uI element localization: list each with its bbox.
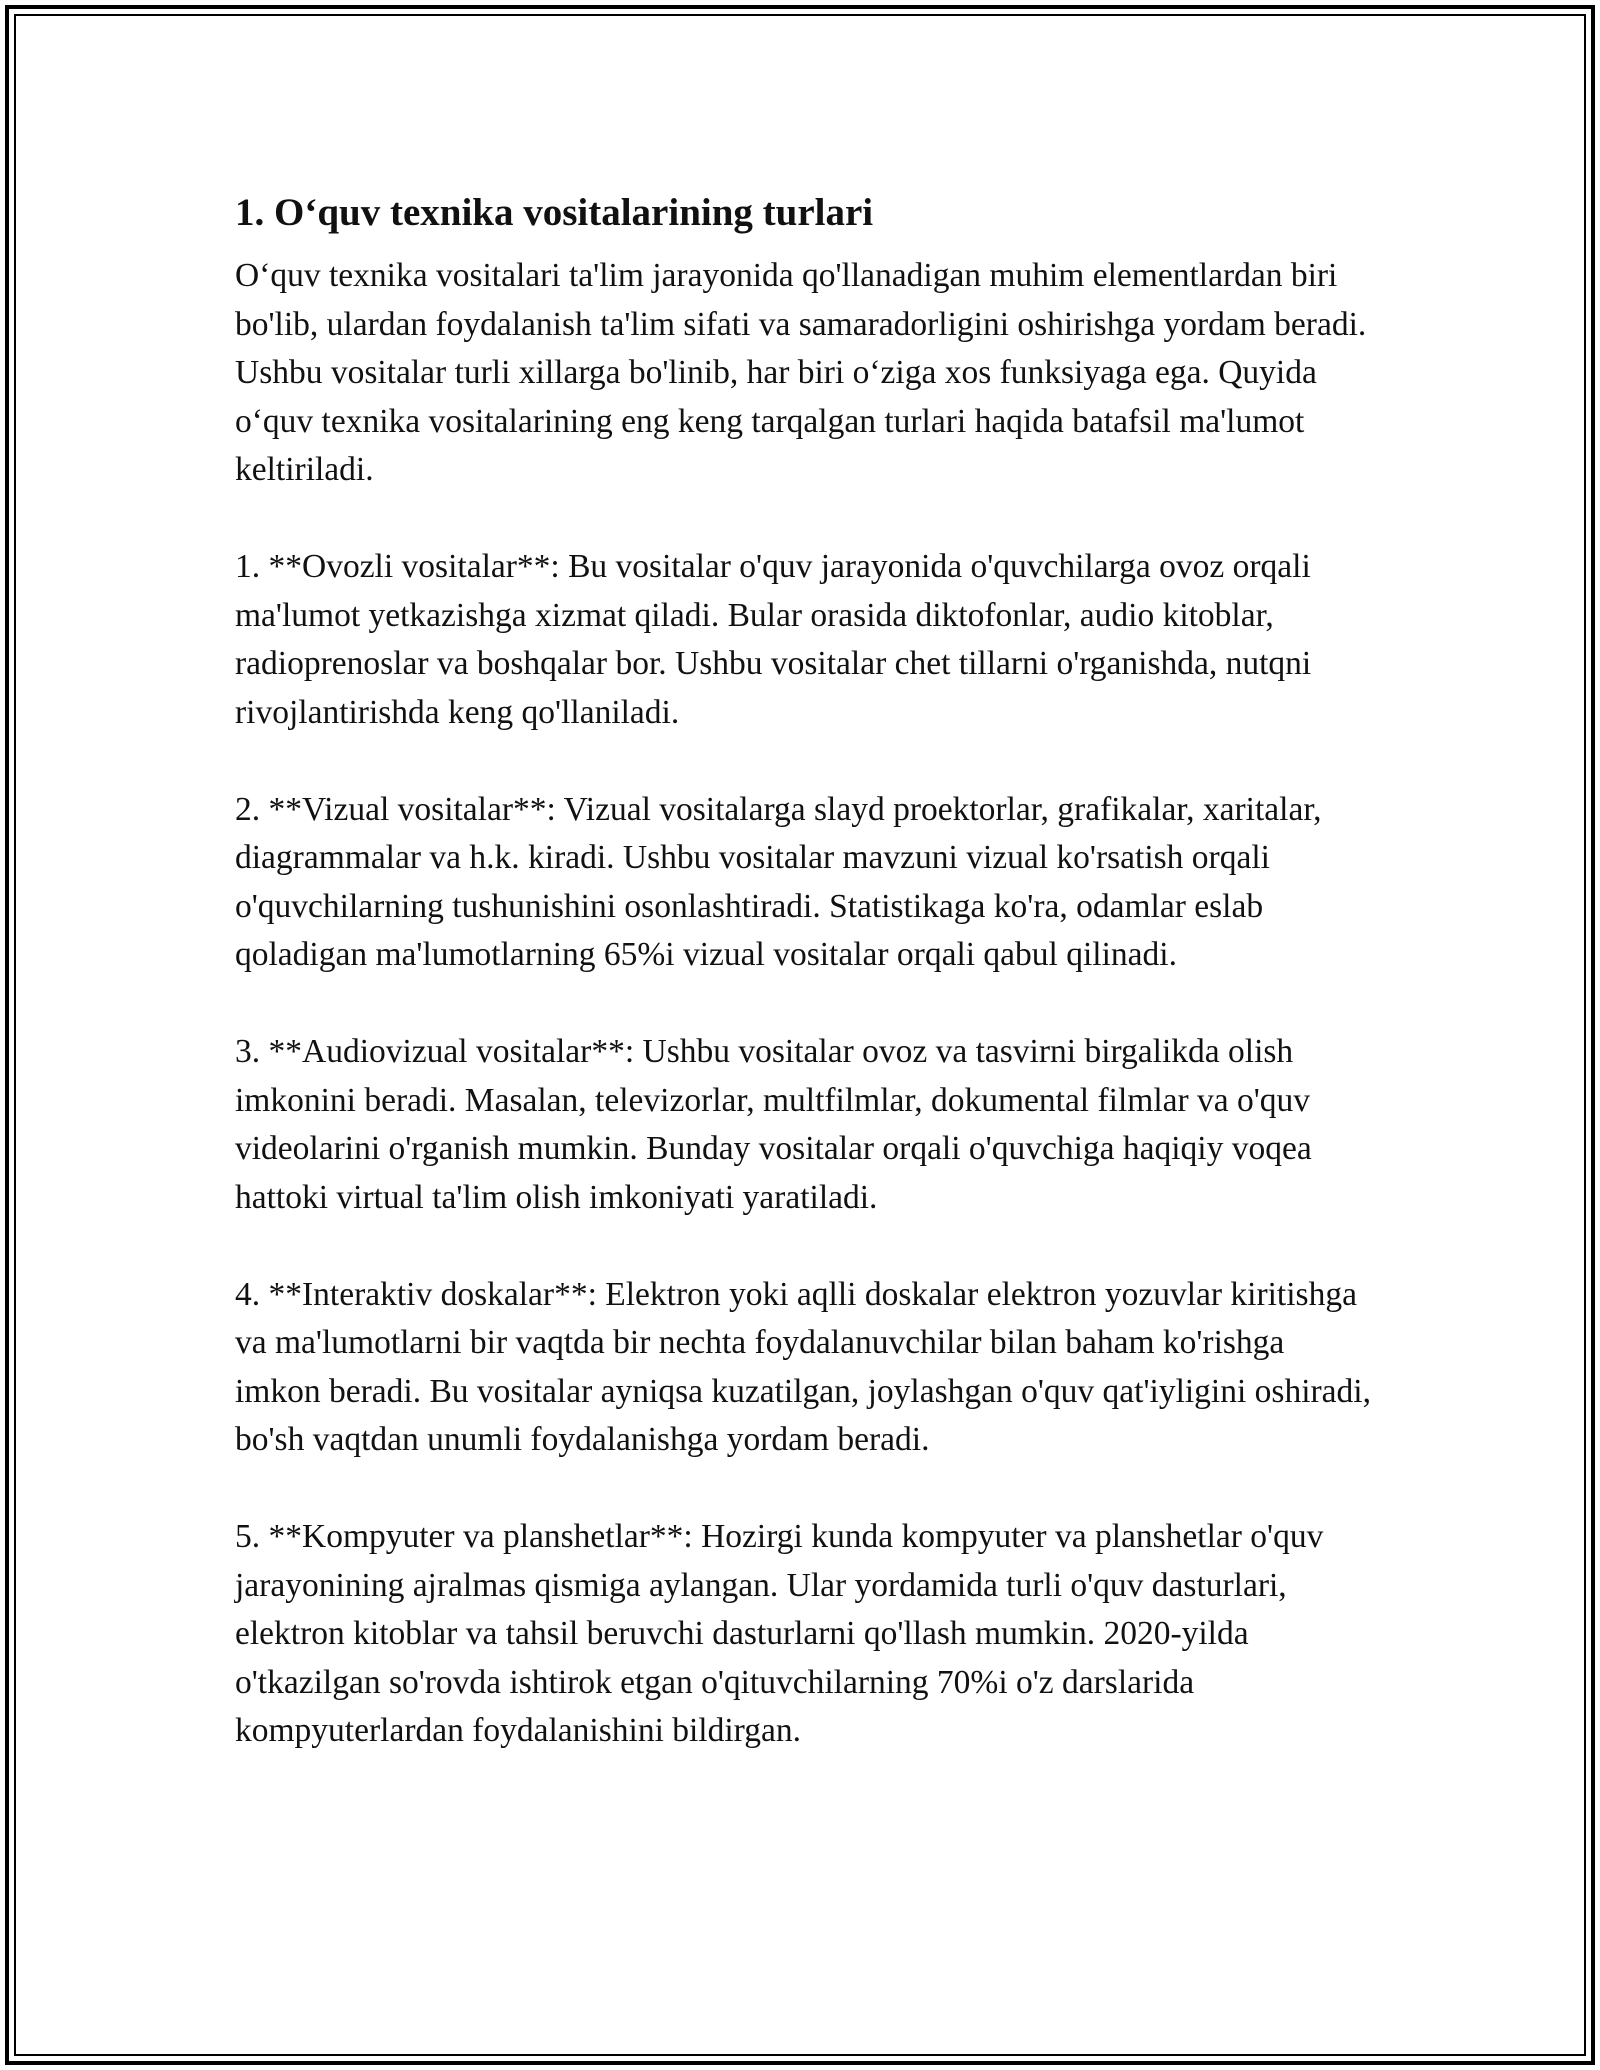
list-item-audiovizual-vositalar: 3. **Audiovizual vositalar**: Ushbu vositalar ovoz va tasvirni birgalikda olish imkonini beradi. Masalan, televizorlar, multfilmlar, dokumental filmlar va o'quv videolarini o'rganish mumkin. Bunday vositalar orqali o'quvchiga haqiqiy voqea hattoki virtual ta'lim olish imkoniyati yaratiladi. [235, 1033, 1312, 1216]
list-item-kompyuter-va-planshetlar: 5. **Kompyuter va planshetlar**: Hozirgi kunda kompyuter va planshetlar o'quv jarayonining ajralmas qismiga aylangan. Ular yordamida turli o'quv dasturlari, elektron kitoblar va tahsil beruvchi dasturlarni qo'llash mumkin. 2020-yilda o'tkazilgan so'rovda ishtirok etgan o'qituvchilarning 70%i o'z darslarida kompyuterlardan foydalanishini bildirgan. [235, 1518, 1324, 1749]
section-heading: 1. O‘quv texnika vositalarining turlari [235, 191, 874, 234]
list-item-ovozli-vositalar: 1. **Ovozli vositalar**: Bu vositalar o'quv jarayonida o'quvchilarga ovoz orqali ma'lumot yetkazishga xizmat qiladi. Bular orasida diktofonlar, audio kitoblar, radioprenoslar va boshqalar bor. Ushbu vositalar chet tillarni o'rganishda, nutqni rivojlantirishda keng qo'llaniladi. [235, 548, 1312, 731]
list-item-vizual-vositalar: 2. **Vizual vositalar**: Vizual vositalarga slayd proektorlar, grafikalar, xaritalar, diagrammalar va h.k. kiradi. Ushbu vositalar mavzuni vizual ko'rsatish orqali o'quvchilarning tushunishini osonlashtiradi. Statistikaga ko'ra, odamlar eslab qoladigan ma'lumotlarning 65%i vizual vositalar orqali qabul qilinadi. [235, 790, 1322, 973]
intro-paragraph: O‘quv texnika vositalari ta'lim jarayonida qo'llanadigan muhim elementlardan biri bo'lib, ulardan foydalanish ta'lim sifati va samaradorligini oshirishga yordam beradi. Ushbu vositalar turli xillarga bo'linib, har biri o‘ziga xos funksiyaga ega. Quyida o‘quv texnika vositalarining eng keng tarqalgan turlari haqida batafsil ma'lumot keltiriladi. [235, 257, 1367, 488]
document-body [235, 186, 1375, 1804]
list-item-interaktiv-doskalar: 4. **Interaktiv doskalar**: Elektron yoki aqlli doskalar elektron yozuvlar kiritishga va ma'lumotlarni bir vaqtda bir nechta foydalanuvchilar bilan baham ko'rishga imkon beradi. Bu vositalar ayniqsa kuzatilgan, joylashgan o'quv qat'iyligini oshiradi, bo'sh vaqtdan unumli foydalanishga yordam beradi. [235, 1275, 1371, 1458]
